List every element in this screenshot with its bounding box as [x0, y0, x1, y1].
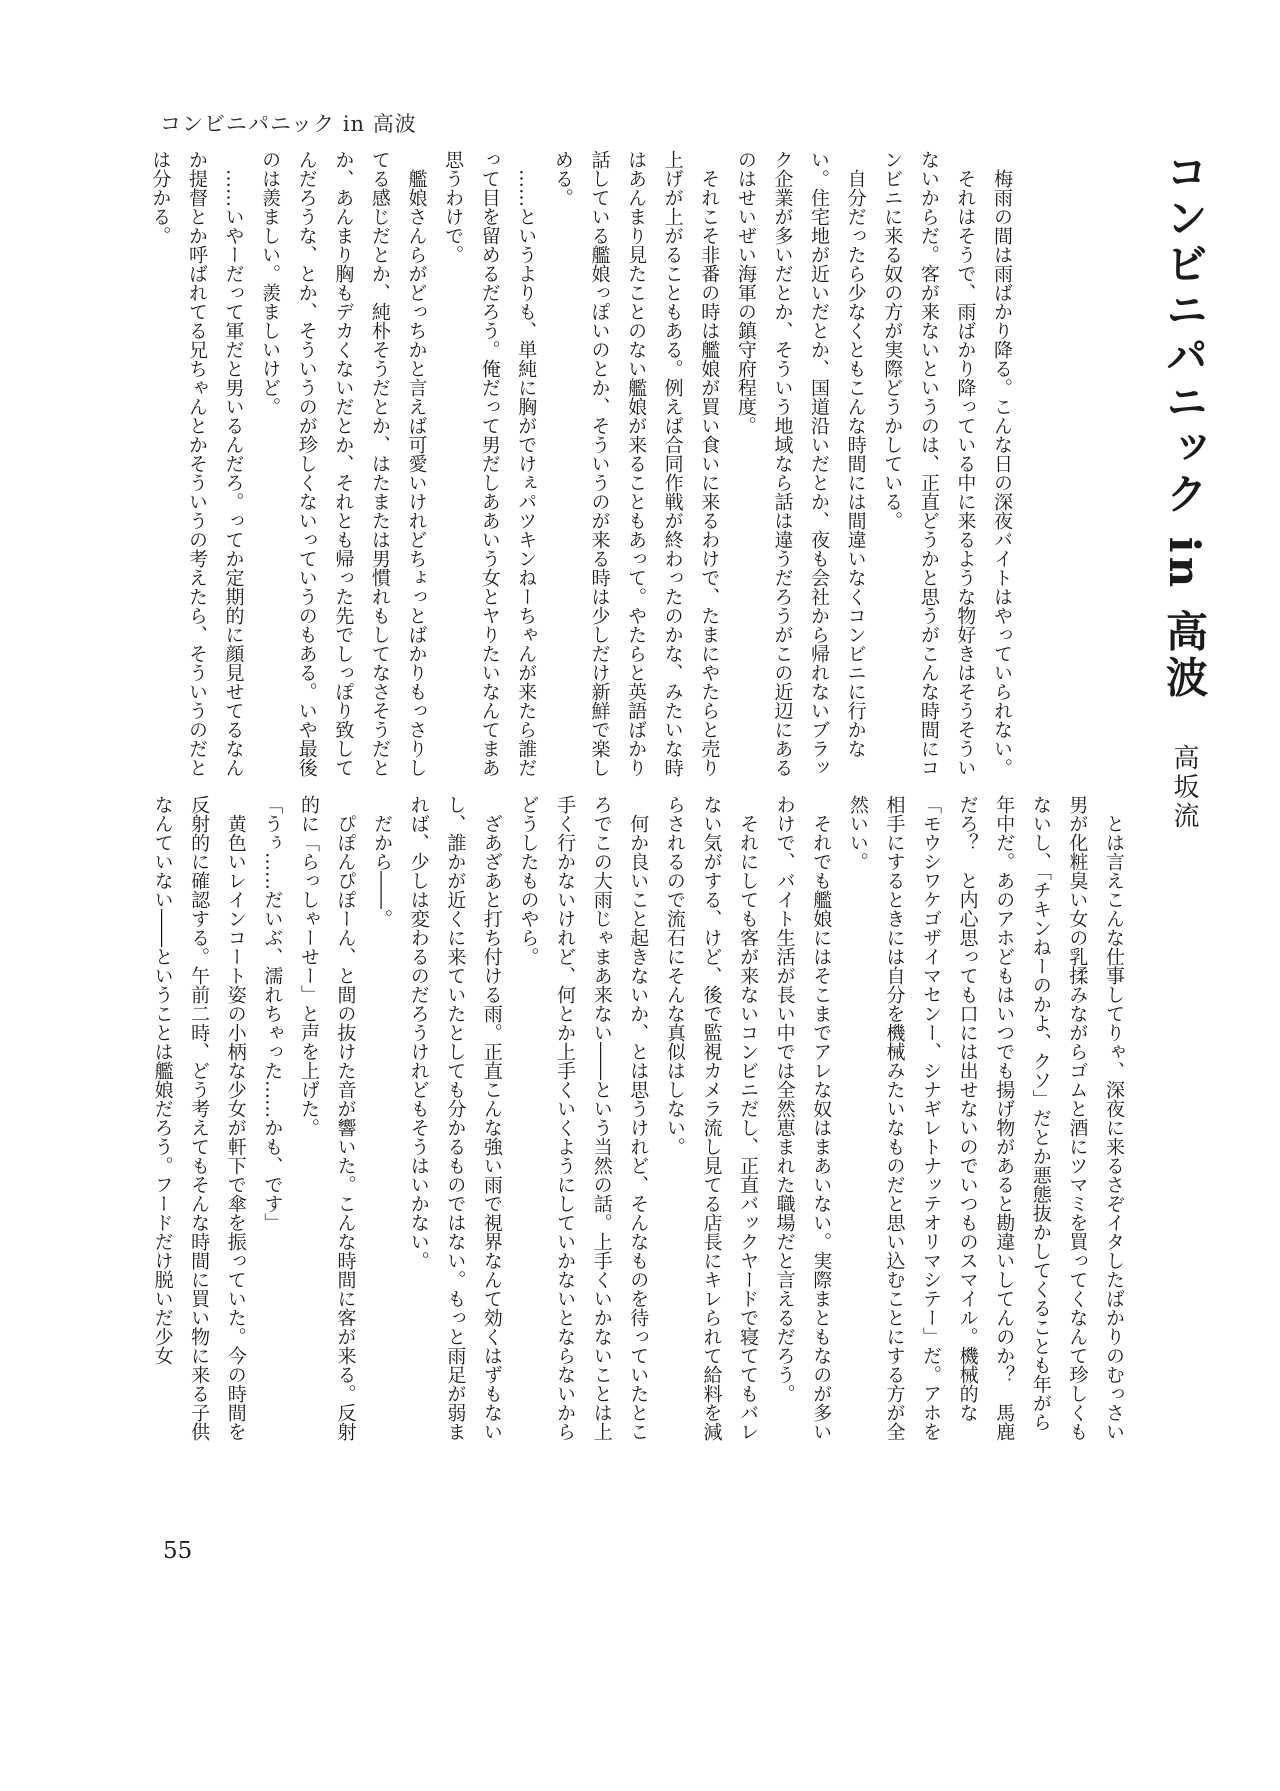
paragraph: 黄色いレインコート姿の小柄な少女が軒下で傘を振っていた。今の時間を反射的に確認する。午前二時、どう考えてもそんな時間に買い物に来る子供なんていない――ということは艦娘だろう。フードだけ脱いだ少女 — [151, 795, 247, 1441]
paragraph: 艦娘さんらがどっちかと言えば可愛いけれどちょっとばかりもっさりしてる感じだとか、純朴そうだとか、はたまたは男慣れもしてなさそうだとか、あんまり胸もデカくないだとか、それとも帰った先でしっぽり致してんだろうな、とか、そういうのが珍しくないっていうのもある。いや最後のは羨ましい。羨ましいけど。 — [259, 150, 428, 777]
paragraph: それにしても客が来ないコンビニだし、正直バックヤードで寝ててもバレない気がする、けど、後で監視カメラ流し見てる店長にキレられて給料を減らされるので流石にそんな真似はしない。 — [663, 795, 760, 1441]
page-title: コンビニパニック in 高波 — [1160, 150, 1209, 702]
paragraph: とは言えこんな仕事してりゃ、深夜に来るさぞイタしたばかりのむっさい男が化粧臭い女の乳揉みながらゴムと酒にツマミを買ってくなんて珍しくもないし、「チキンねーのかよ、クソ」だとか悪態抜かしてくることも年がら年中だ。あのアホどもはいつでも揚げ物があると勘違いしてんのか？ 馬鹿だろ？ と内心思っても口には出せないのでいつものスマイル。機械的な「モウシワケゴザイマセンー、シナギレトナッテオリマシテー」だ。アホを相手にするときには自分を機械みたいなものだと思い込むことにする方が全然いい。 — [846, 795, 1125, 1441]
paragraph: ……いやーだって軍だと男いるんだろ。ってか定期的に顔見せてるなんか提督とか呼ばれてる兄ちゃんとかそういうの考えたら、そういうのだとは分かる。 — [149, 150, 245, 777]
paragraph: ……というよりも、単純に胸がでけぇパツキンねーちゃんが来たら誰だって目を留めるだろう。俺だって男だしああいう女とヤりたいなんてまあ思うわけで。 — [442, 150, 538, 777]
paragraph: ざあざあと打ち付ける雨。正直こんな強い雨で視界なんて効くはずもないし、誰かが近くに来ていたとしても分かるものではない。もっと雨足が弱まれば、少しは変わるのだろうけれどもそうはいかない。 — [407, 795, 503, 1441]
paragraph: だから――。 — [371, 795, 394, 928]
paragraph: 「うぅ……だいぶ、濡れちゃった……かも、です」 — [261, 795, 284, 1232]
bottom-text-block — [140, 795, 1132, 1441]
author-name: 高坂流 — [1169, 743, 1199, 831]
paragraph: それでも艦娘にはそこまでアレな奴はまあいない。実際まともなのが多いわけで、バイト生活が長い中では全然恵まれた職場だと言えるだろう。 — [773, 795, 833, 1441]
paragraph: 何か良いこと起きないか、とは思うけれど、そんなものを待っていたところでこの大雨じゃまあ来ない――という当然の話。上手くいかないことは上手く行かないけれど、何とか上手くいくようにしていかないとならないからどうしたものやら。 — [517, 795, 650, 1441]
paragraph: 自分だったら少なくともこんな時間には間違いなくコンビニに行かない。住宅地が近いだとか、国道沿いだとか、夜も会社から帰れないブラック企業が多いだとか、そういう地域なら話は違うだろうがこの近辺にあるのはせいぜい海軍の鎮守府程度。 — [734, 150, 867, 777]
paragraph: それはそうで、雨ばかり降っている中に来るような物好きはそうそういないからだ。客が来ないというのは、正直どうかと思うがこんな時間にコンビニに来る奴の方が実際どうかしている。 — [881, 150, 977, 777]
title-block — [1154, 150, 1214, 831]
paragraph: それこそ非番の時は艦娘が買い食いに来るわけで、たまにやたらと売り上げが上がることもある。例えば合同作戦が終わったのかな、みたいな時はあんまり見たことのない艦娘が来ることもあって。やたらと英語ばかり話している艦娘っぽいのとか、そういうのが来る時は少しだけ新鮮で楽しめる。 — [551, 150, 721, 777]
page-number: 55 — [163, 1538, 193, 1564]
running-header: コンビニパニック in 高波 — [160, 112, 417, 136]
paragraph: ぴぽんぴぽーん、と間の抜けた音が響いた。こんな時間に客が来る。反射的に「らっしゃーせー」と声を上げた。 — [297, 795, 357, 1441]
paragraph: 梅雨の間は雨ばかり降る。こんな日の深夜バイトはやっていられない。 — [991, 150, 1013, 777]
top-text-block — [140, 150, 1020, 780]
